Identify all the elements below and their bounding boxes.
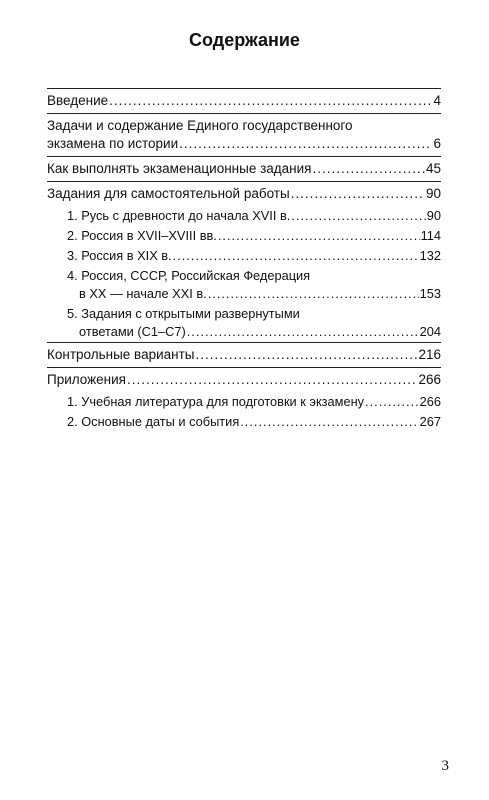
leader-dots	[240, 413, 418, 431]
toc-entry-self-work[interactable]	[47, 182, 441, 206]
toc-entry-label-line1: Задачи и содержание Единого государственного	[47, 118, 353, 133]
toc-entry-page: 6	[433, 136, 441, 151]
toc-entry-label: в XX — начале XXI в.	[79, 286, 207, 301]
toc-entry-page: 45	[425, 161, 441, 176]
leader-dots	[196, 346, 418, 364]
toc-entry-label: 3. Россия в XIX в.	[67, 248, 172, 263]
leader-dots	[127, 371, 417, 389]
toc-entry-page: 267	[419, 414, 441, 429]
toc-subentry-4[interactable]	[47, 266, 441, 304]
leader-dots	[173, 247, 419, 265]
page-title: Содержание	[189, 30, 300, 50]
toc-entry-label: 2. Россия в XVII–XVIII вв.	[67, 228, 217, 243]
toc-entry-label: экзамена по истории	[47, 136, 179, 151]
toc-entry-page: 114	[420, 228, 441, 243]
toc-subentry-3[interactable]	[47, 246, 441, 266]
toc-entry-label-line1: 4. Россия, СССР, Российская Федерация	[67, 268, 311, 283]
leader-dots	[312, 160, 424, 178]
toc-entry-label: 1. Русь с древности до начала XVII в.	[67, 208, 291, 223]
toc-subentry-appendix-1[interactable]	[47, 392, 441, 412]
toc-entry-label: 1. Учебная литература для подготовки к экзамену	[67, 394, 365, 409]
toc-subentry-1[interactable]	[47, 206, 441, 226]
toc-entry-how-to[interactable]	[47, 157, 441, 181]
leader-dots	[187, 323, 419, 341]
leader-dots	[291, 207, 425, 225]
toc-subentry-5[interactable]	[47, 304, 441, 342]
toc-entry-page: 90	[425, 186, 441, 201]
toc-entry-page: 204	[419, 324, 441, 339]
leader-dots	[218, 227, 420, 245]
leader-dots	[208, 285, 419, 303]
toc-entry-label: Как выполнять экзаменационные задания	[47, 161, 312, 176]
leader-dots	[109, 92, 432, 110]
toc-entry-page: 4	[433, 93, 441, 108]
toc-entry-label: ответами (С1–С7)	[79, 324, 186, 339]
leader-dots	[365, 393, 419, 411]
leader-dots	[291, 185, 425, 203]
toc-entry-page: 153	[419, 286, 441, 301]
toc-entry-label: Приложения	[47, 372, 126, 387]
page-number: 3	[441, 758, 449, 774]
toc-entry-page: 216	[418, 347, 441, 362]
toc-entry-introduction[interactable]	[47, 89, 441, 113]
toc-entry-label: Контрольные варианты	[47, 347, 195, 362]
toc-entry-page: 90	[426, 208, 441, 223]
toc-entry-label: Задания для самостоятельной работы	[47, 186, 290, 201]
toc-subentry-2[interactable]	[47, 226, 441, 246]
toc-subentry-appendix-2[interactable]	[47, 412, 441, 432]
toc-entry-page: 266	[418, 372, 441, 387]
toc-entry-page: 132	[419, 248, 441, 263]
toc-entry-label-line1: 5. Задания с открытыми развернутыми	[67, 306, 300, 321]
table-of-contents	[47, 88, 441, 432]
leader-dots	[179, 135, 432, 153]
toc-entry-page: 266	[419, 394, 441, 409]
toc-entry-label: 2. Основные даты и события	[67, 414, 240, 429]
toc-entry-control-variants[interactable]	[47, 343, 441, 367]
toc-entry-appendices[interactable]	[47, 368, 441, 392]
toc-entry-label: Введение	[47, 93, 109, 108]
toc-entry-tasks[interactable]	[47, 114, 441, 156]
